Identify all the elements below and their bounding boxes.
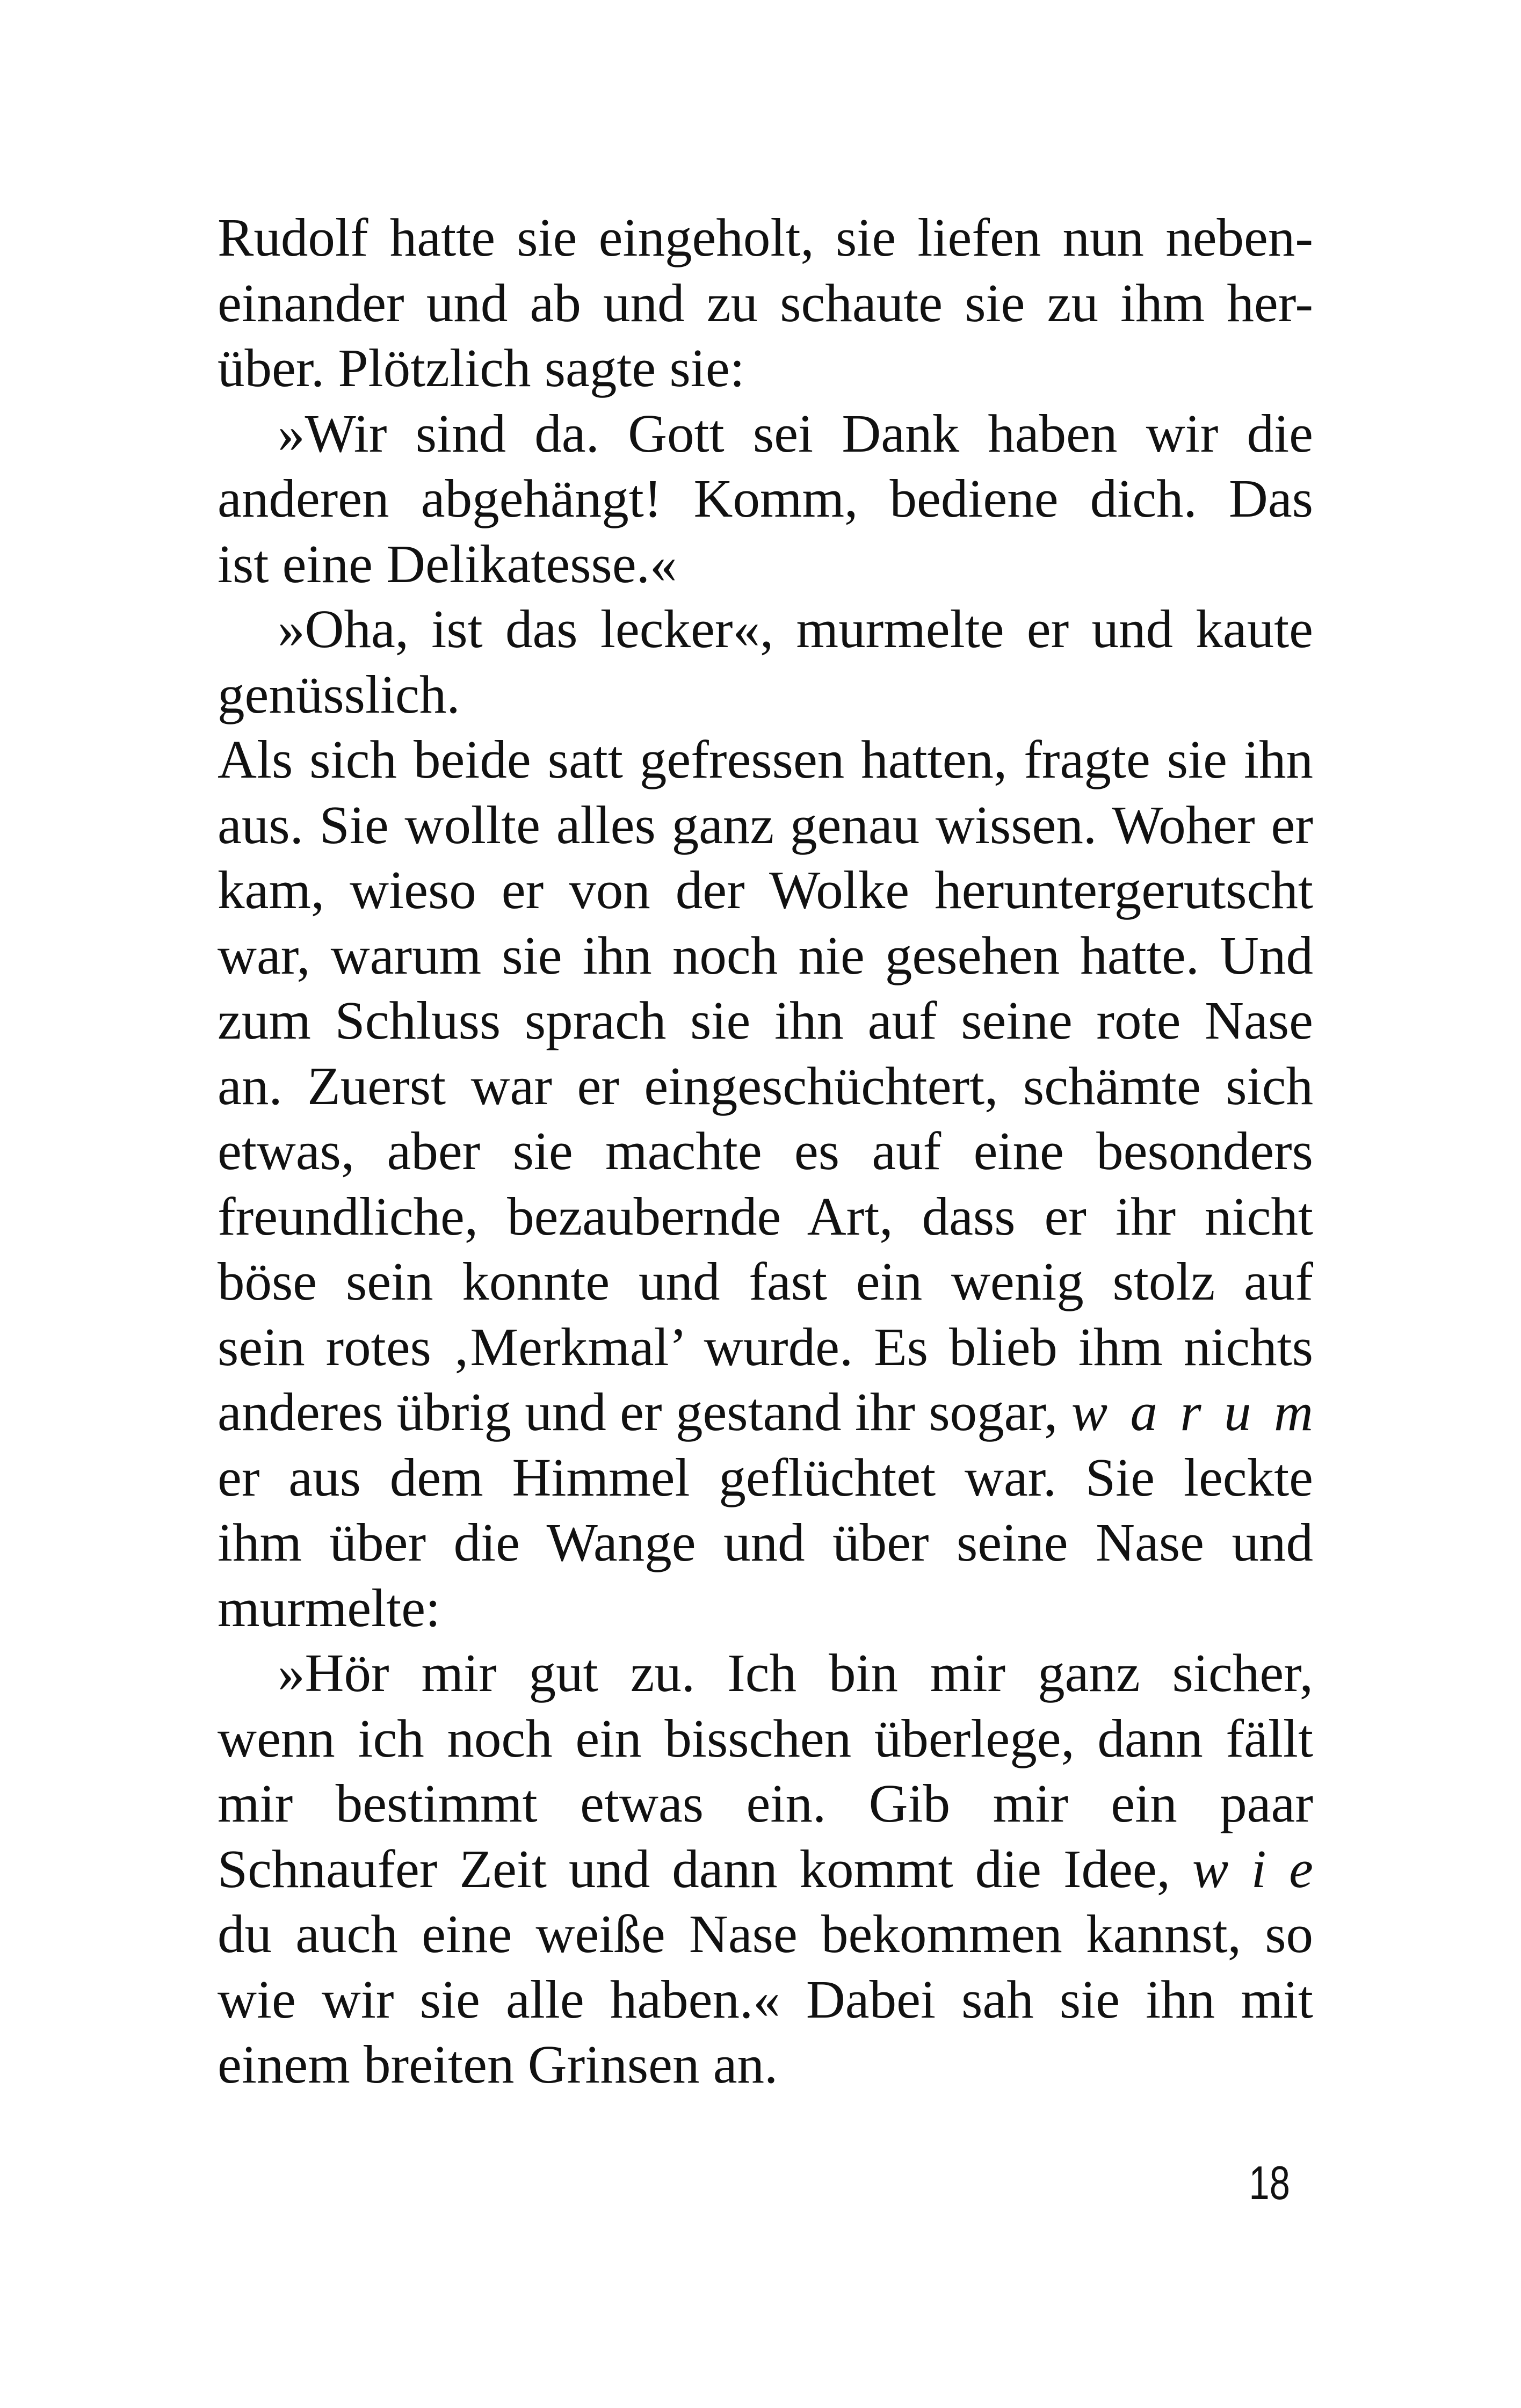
text-line: mir bestimmt etwas ein. Gib mir ein paar	[218, 1773, 1313, 1833]
text-line: Als sich beide satt gefressen hatten, fragte sie ihn	[218, 729, 1313, 789]
body-text	[218, 205, 1336, 2098]
text-line: wenn ich noch ein bisschen überlege, dann fällt	[218, 1708, 1313, 1768]
text-line: du auch eine weiße Nase bekommen kannst, so	[218, 1904, 1313, 1964]
text-line: murmelte:	[218, 1577, 441, 1638]
text-line: zum Schluss sprach sie ihn auf seine rote Nase	[218, 990, 1313, 1050]
emphasis-warum: warum	[1071, 1382, 1336, 1442]
text-line: einem breiten Grinsen an.	[218, 2034, 778, 2094]
emphasis-wie: wie	[1192, 1838, 1336, 1899]
text-line: über. Plötzlich sagte sie:	[218, 338, 745, 398]
text-line: »Wir sind da. Gott sei Dank haben wir die	[278, 403, 1313, 463]
text-line: kam, wieso er von der Wolke heruntergerutscht	[218, 860, 1313, 920]
text-line: freundliche, bezaubernde Art, dass er ihr nicht	[218, 1186, 1313, 1246]
text-line: »Oha, ist das lecker«, murmelte er und kaute	[278, 599, 1313, 659]
text-line: war, warum sie ihn noch nie gesehen hatte. Und	[218, 925, 1313, 985]
text-line: einander und ab und zu schaute sie zu ihm her-	[218, 272, 1313, 333]
text-line: ihm über die Wange und über seine Nase und	[218, 1512, 1313, 1572]
page-number: 18	[1249, 2156, 1290, 2209]
text-line: wie wir sie alle haben.« Dabei sah sie ihn mit	[218, 1969, 1313, 2029]
text-line: aus. Sie wollte alles ganz genau wissen. Woher er	[218, 794, 1313, 855]
text-line: sein rotes ‚Merkmal’ wurde. Es blieb ihm nichts	[218, 1316, 1313, 1377]
text-line: anderen abgehängt! Komm, bediene dich. Das	[218, 468, 1313, 528]
text-line: genüsslich.	[218, 664, 460, 724]
text-line: Rudolf hatte sie eingeholt, sie liefen nun neben-	[218, 207, 1313, 267]
text-line: »Hör mir gut zu. Ich bin mir ganz sicher,	[278, 1643, 1313, 1703]
text-fragment: anderes übrig und er gestand ihr sogar,	[218, 1382, 1058, 1442]
text-line	[218, 1837, 1336, 1902]
text-line	[218, 1380, 1336, 1445]
text-line: ist eine Delikatesse.«	[218, 533, 677, 594]
text-line: böse sein konnte und fast ein wenig stolz auf	[218, 1251, 1313, 1311]
text-line: an. Zuerst war er eingeschüchtert, schämte sich	[218, 1055, 1313, 1116]
text-line: er aus dem Himmel geflüchtet war. Sie leckte	[218, 1447, 1313, 1507]
text-fragment: Schnaufer Zeit und dann kommt die Idee,	[218, 1838, 1170, 1899]
text-line: etwas, aber sie machte es auf eine besonders	[218, 1121, 1313, 1181]
